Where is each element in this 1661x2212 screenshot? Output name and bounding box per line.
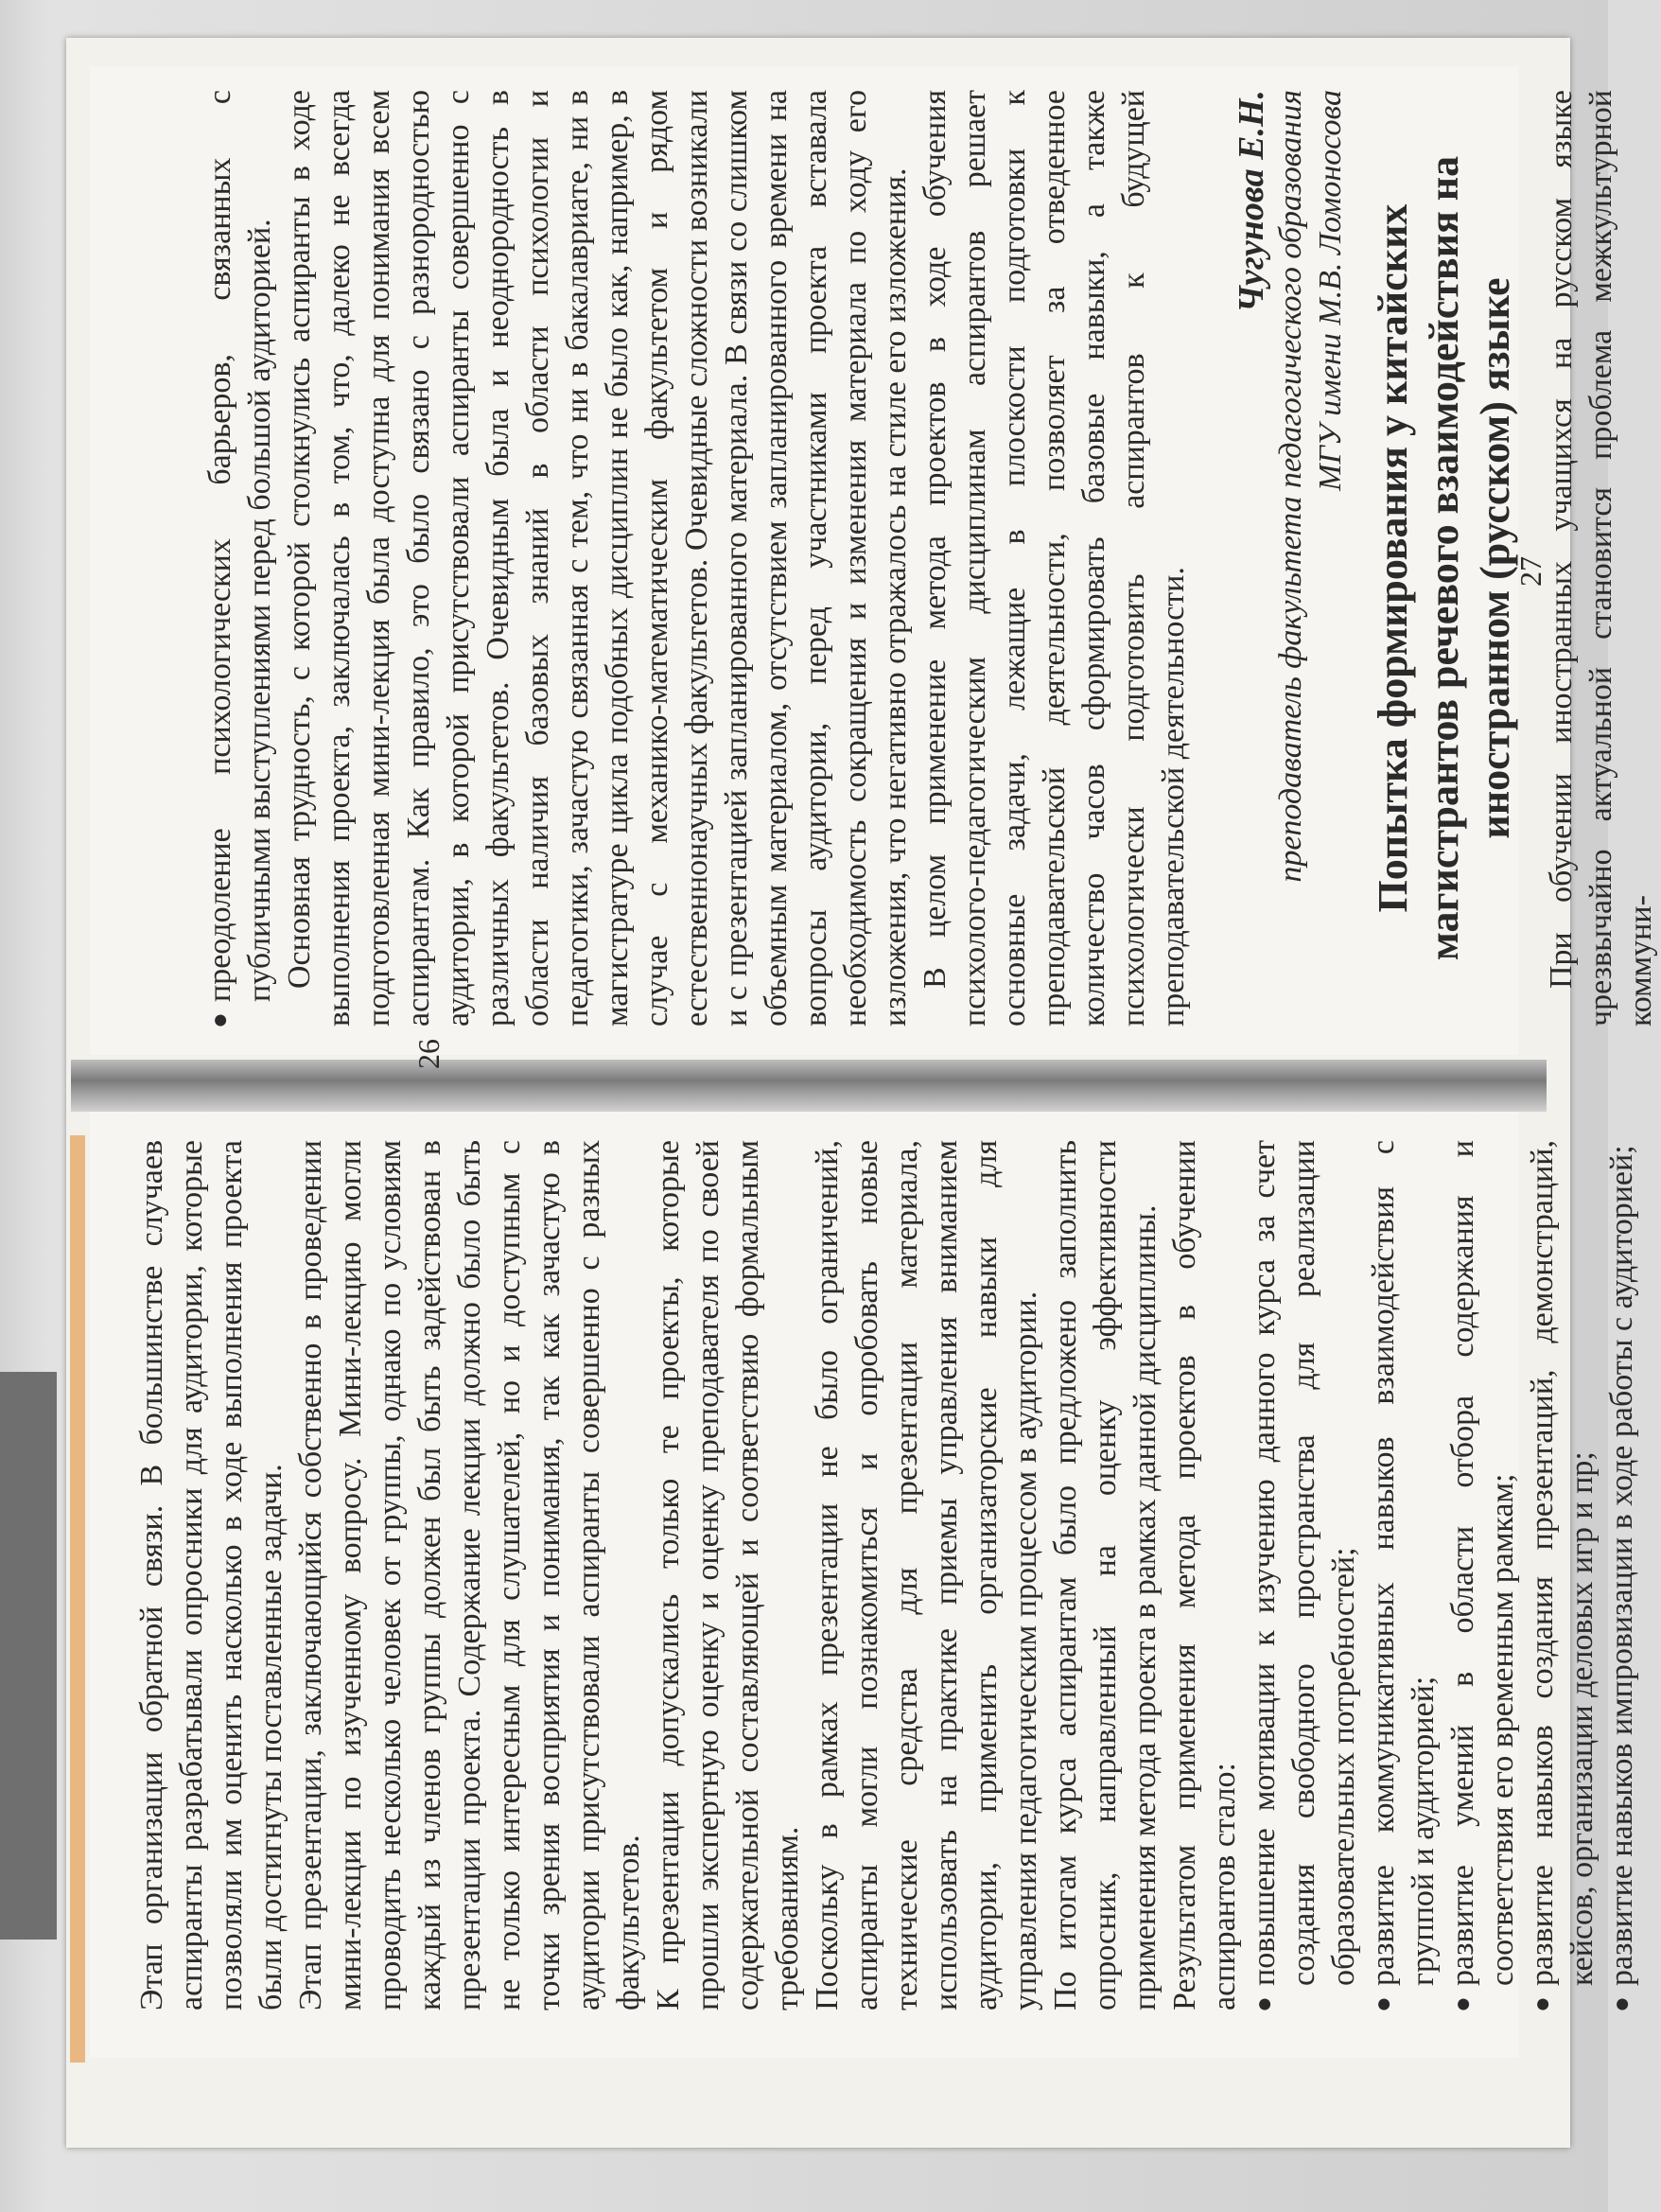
paragraph: Этап презентации, заключающийся собственно в проведении мини-лекции по изученному вопросу. Мини-лекцию могли проводить несколько человек от группы, однако по условиям каждый из членов группы должен был быть задействован в презентации проекта. Содержание лекции должно было быть не только интересным для слушателей, но и доступным с точки зрения восприятия и понимания, так как зачастую в аудитории присутствовали аспиранты совершенно с разных факультетов.: [293, 1140, 646, 2010]
continued-list: [201, 90, 280, 1027]
article-title: Попытка формирования у китайских магистрантов речевого взаимодействия на иностранном (русском) языке: [1370, 155, 1518, 961]
scanner-edge: [0, 1372, 57, 1940]
page-number: 26: [411, 1039, 446, 1069]
bullet-icon: ●: [1607, 1996, 1636, 2012]
page-number: 27: [1513, 556, 1547, 587]
list-item: ● развитие навыков создания презентаций, демонстраций, кейсов, организации деловых игр и пр;: [1525, 1140, 1600, 2012]
bullet-icon: ●: [1250, 1996, 1279, 2012]
paragraph: В целом применение метода проектов в ходе обучения психолого-педагогическим дисциплинам аспирантов решает основные задачи, лежащие в плоскости подготовки к преподавательской деятельности, позволяет за отведенное количество часов сформировать базовые навыки, а также психологически подготовить аспирантов к будущей преподавательской деятельности.: [918, 90, 1191, 1027]
book-gutter: [71, 1060, 1547, 1112]
intro-paragraph: При обучении иностранных учащихся на русском языке чрезвычайно актуальной становится проблема межкультурной коммуни-: [1544, 90, 1658, 1027]
page-26-text: [132, 1140, 1639, 2012]
results-list: [1245, 1140, 1642, 2010]
paragraph: Этап организации обратной связи. В большинстве случаев аспиранты разрабатывали опросники для аудитории, которые позволяли им оценить насколько в ходе выполнения проекта были достигнуты поставленные задачи.: [134, 1140, 288, 2010]
bullet-icon: ●: [205, 1012, 235, 1028]
list-item: ● развитие умений в области отбора содержания и соответствия его временным рамкам;: [1445, 1140, 1520, 2012]
author-block: [1232, 90, 1351, 1027]
list-item: ● преодоление психологических барьеров, связанных с публичными выступлениями перед большой аудиторией.: [202, 90, 277, 1028]
paragraph: По итогам курса аспирантам было предложено заполнить опросник, направленный на оценку эффективности применения метода проекта в рамках данной дисциплины.: [1048, 1140, 1163, 2010]
paragraph: К презентации допускались только те проекты, которые прошли экспертную оценку и оценку преподавателя по своей содержательной составляющей и соответствию формальным требованиям.: [651, 1140, 805, 2010]
paragraph: Основная трудность, с которой столкнулись аспиранты в ходе выполнения проекта, заключалась в том, что, далеко не всегда подготовленная мини-лекция была доступна для понимания всем аспирантам. Как правило, это было связано с разнородностью аудитории, в которой присутствовали аспиранты совершенно с различных факультетов. Очевидным была и неоднородность в области наличия базовых знаний в области психологии и педагогики, зачастую связанная с тем, что ни в бакалавриате, ни в магистратуре цикла подобных дисциплин не было как, например, в случае с механико-математическим факультетом и рядом естественнонаучных факультетов. Очевидные сложности возникали и с презентацией запланированного материала. В связи со слишком объемным материалом, отсутствием запланированного времени на вопросы аудитории, перед участниками проекта вставала необходимость сокращения и изменения материала по ходу его изложения, что негативно отражалось на стиле его изложения.: [282, 90, 913, 1027]
bullet-icon: ●: [1528, 1996, 1557, 2012]
paragraph: Результатом применения метода проектов в обучении аспирантов стало:: [1167, 1140, 1242, 2010]
list-item: ● повышение мотивации к изучению данного курса за счет создания свободного пространства для реализации образовательных потребностей;: [1247, 1140, 1361, 2012]
bullet-icon: ●: [1369, 1996, 1398, 2012]
paragraph: Поскольку в рамках презентации не было ограничений, аспиранты могли познакомиться и опробовать новые технические средства для презентации материала, использовать на практике приемы управления вниманием аудитории, применить организаторские навыки для управления педагогическим процессом в аудитории.: [810, 1140, 1043, 2010]
bullet-icon: ●: [1448, 1996, 1477, 2012]
author-position: преподаватель факультета педагогического образования: [1273, 90, 1308, 883]
author-affiliation: МГУ имени М.В. Ломоносова: [1313, 90, 1348, 491]
list-item: ● развитие навыков импровизации в ходе работы с аудиторией;: [1602, 1140, 1642, 1986]
page-edge-strip: [70, 1135, 85, 2063]
author-name: Чугунова Е.Н.: [1232, 90, 1271, 313]
list-item: ● развитие коммуникативных навыков взаимодействия с группой и аудиторией;: [1366, 1140, 1441, 2012]
